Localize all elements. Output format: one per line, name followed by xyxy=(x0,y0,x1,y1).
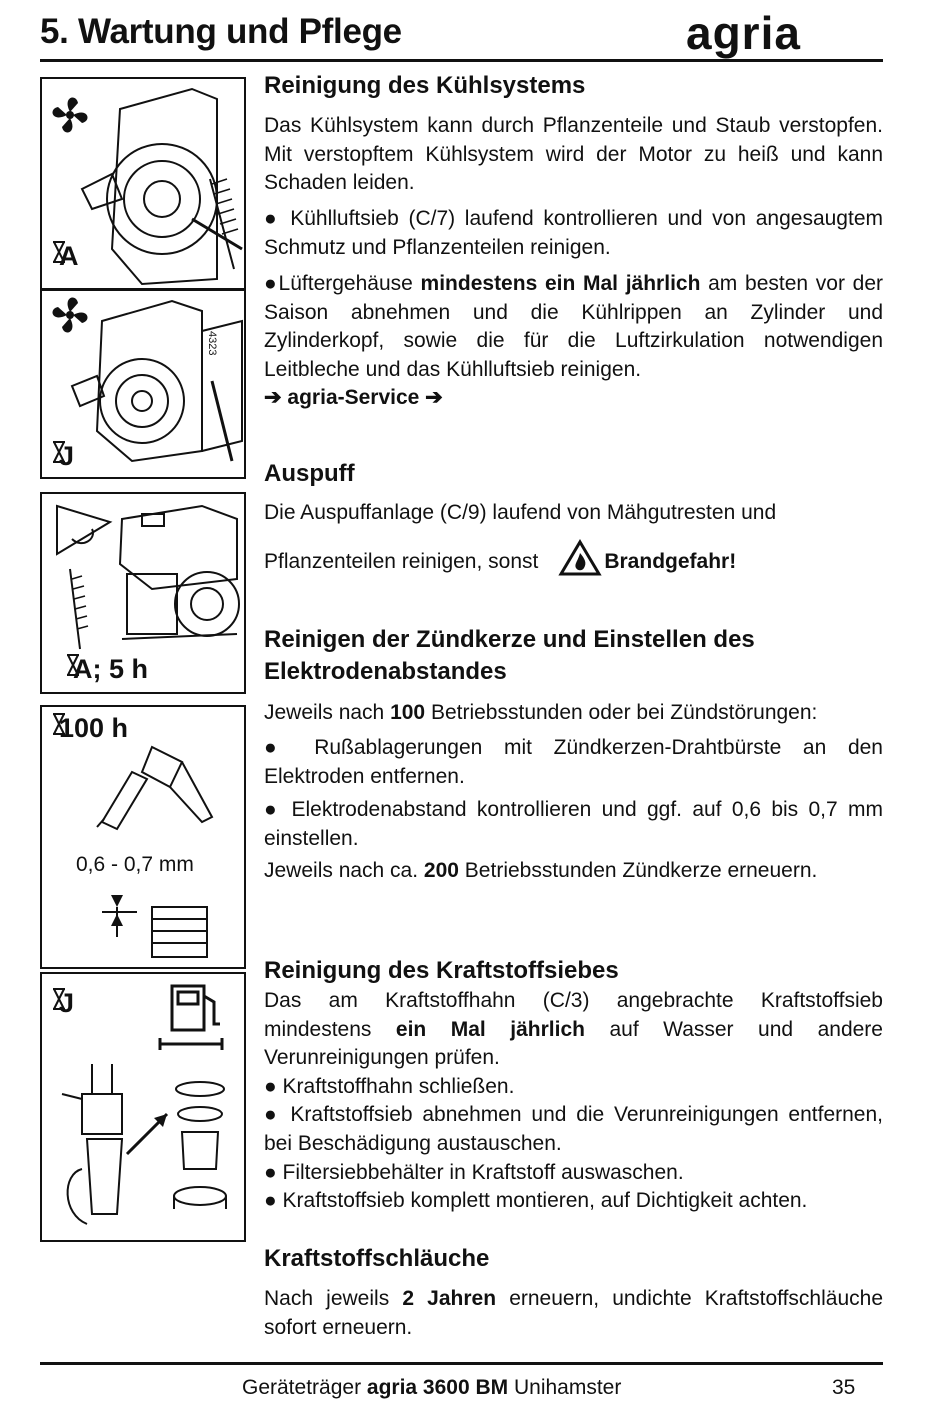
electrode-gap-label: 0,6 - 0,7 mm xyxy=(76,853,194,876)
interval-label: 100 h xyxy=(59,713,129,743)
fire-hazard-warning: Brandgefahr! xyxy=(604,550,737,573)
footer-product: Geräteträger agria 3600 BM Unihamster xyxy=(242,1376,622,1399)
agria-service-note: ➔ agria-Service ➔ xyxy=(264,386,443,409)
fire-warning-icon xyxy=(558,539,602,586)
fuel-bullet-1: ● Kraftstoffhahn schließen. xyxy=(264,1075,515,1098)
fuel-filter-illustration-panel xyxy=(40,972,246,1242)
fuel-hoses-text: Nach jeweils 2 Jahren erneuern, undichte Kraftstoffschläuche sofort erneuern. xyxy=(264,1287,883,1339)
spark-plug-heading: Reinigen der Zündkerze und Einstellen des Elektrodenabstandes xyxy=(264,626,755,685)
cooling-bullet-1: ● Kühlluftsieb (C/7) laufend kontrollieren und von angesaugtem Schmutz und Pflanzenteilen reinigen. xyxy=(264,207,883,259)
cooling-heading: Reinigung des Kühlsystems xyxy=(264,72,586,99)
agria-logo: agria xyxy=(686,7,801,59)
spark-bullet-1: ● Rußablagerungen mit Zündkerzen-Drahtbürste an den Elektroden entfernen. xyxy=(264,736,883,788)
spark-interval-200: Jeweils nach ca. 200 Betriebsstunden Zündkerze erneuern. xyxy=(264,859,818,882)
page-title: 5. Wartung und Pflege xyxy=(40,12,402,51)
header-rule xyxy=(40,59,883,62)
spark-bullet-2: ● Elektrodenabstand kontrollieren und ggf. auf 0,6 bis 0,7 mm einstellen. xyxy=(264,798,883,850)
fuel-bullet-2: ● Kraftstoffsieb abnehmen und die Verunreinigungen entfernen, bei Beschädigung austauschen. xyxy=(264,1103,883,1155)
page-number: 35 xyxy=(832,1376,856,1399)
fuel-bullet-3: ● Filtersiebbehälter in Kraftstoff auswaschen. xyxy=(264,1161,684,1184)
interval-label: J xyxy=(59,441,75,471)
fuel-bullet-4: ● Kraftstoffsieb komplett montieren, auf Dichtigkeit achten. xyxy=(264,1189,808,1212)
exhaust-illustration-panel xyxy=(40,492,246,694)
cooling-illustration-panel-j xyxy=(40,289,246,479)
interval-label: J xyxy=(59,988,75,1018)
fuel-hoses-heading: Kraftstoffschläuche xyxy=(264,1245,490,1272)
exhaust-text-line-2: Pflanzenteilen reinigen, sonst xyxy=(264,550,539,573)
fan-icon xyxy=(52,297,87,332)
spark-plug-illustration xyxy=(42,707,248,971)
fan-icon xyxy=(52,97,87,132)
fuel-filter-heading: Reinigung des Kraftstoffsiebes xyxy=(264,957,619,984)
exhaust-heading: Auspuff xyxy=(264,460,355,487)
cooling-illustration-panel-a xyxy=(40,77,246,290)
cooling-bullet-2: ●Lüftergehäuse mindestens ein Mal jährlich am besten vor der Saison abnehmen und die Kühlrippen an Zylinder und Zylinderkopf, sowie die für die Luftzirkulation notwendigen Leitbleche und das Kühlluftsieb reinigen. xyxy=(264,272,884,381)
fuel-pump-icon xyxy=(160,986,222,1050)
footer-rule xyxy=(40,1362,883,1365)
exhaust-text-line-1: Die Auspuffanlage (C/9) laufend von Mähgutresten und xyxy=(264,501,777,524)
fuel-filter-intro: Das am Kraftstoffhahn (C/3) angebrachte Kraftstoffsieb mindestens ein Mal jährlich auf Wasser und andere Verunreinigungen prüfen. xyxy=(264,989,883,1070)
interval-label: A xyxy=(59,241,79,271)
spark-plug-illustration-panel xyxy=(40,705,246,969)
cooling-intro: Das Kühlsystem kann durch Pflanzenteile und Staub verstopfen. Mit verstopftem Kühlsystem wird der Motor zu heiß und kann Schaden leiden. xyxy=(264,114,883,195)
spark-interval-100: Jeweils nach 100 Betriebsstunden oder bei Zündstörungen: xyxy=(264,701,818,724)
figure-number: 4323 xyxy=(206,331,218,356)
interval-label: A; 5 h xyxy=(73,654,149,684)
